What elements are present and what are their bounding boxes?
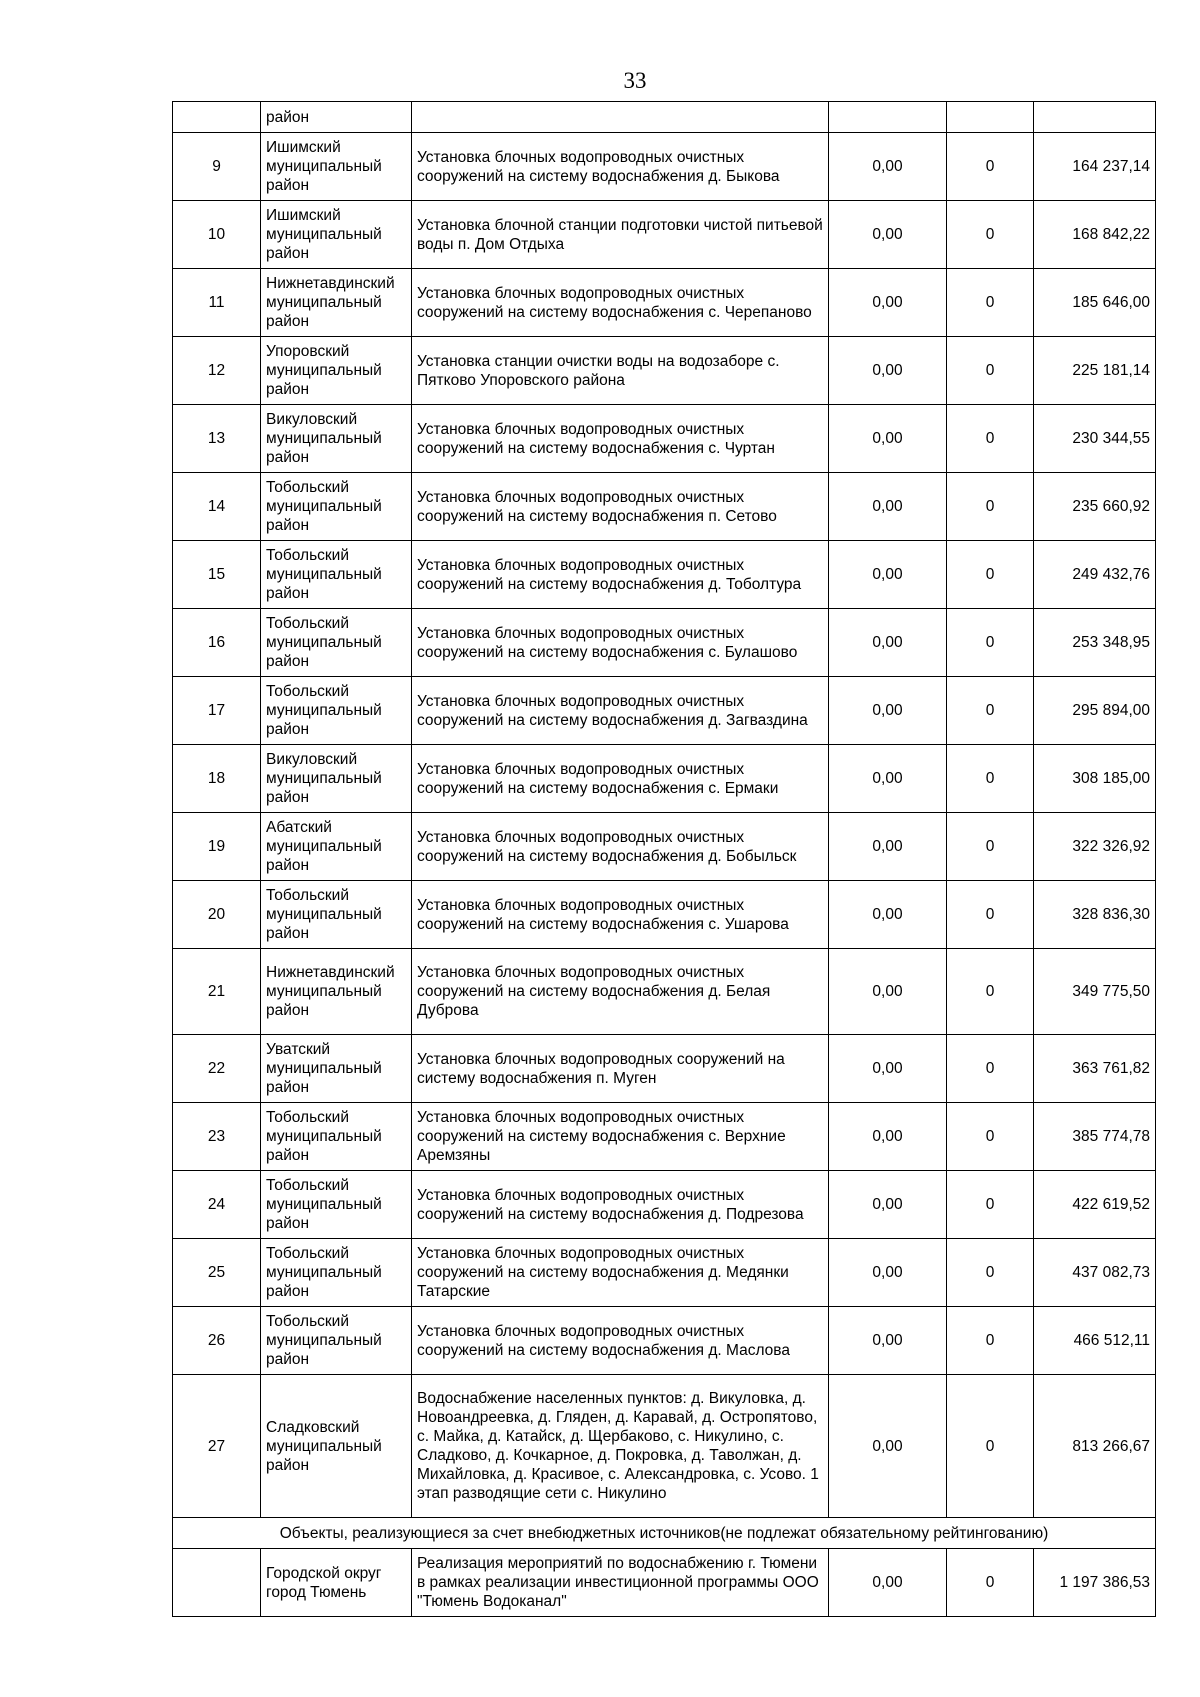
table-row [173,541,1156,609]
cell-value1: 0,00 [829,1307,947,1375]
cell-value2: 0 [947,949,1034,1035]
cell-description: Установка блочных водопроводных очистных сооружений на систему водоснабжения с. Верхние Аремзяны [412,1103,829,1171]
cell-value3: 164 237,14 [1034,133,1156,201]
cell-value1: 0,00 [829,405,947,473]
table-row [173,337,1156,405]
cell-value3: 385 774,78 [1034,1103,1156,1171]
cell-value3: 363 761,82 [1034,1035,1156,1103]
cell-value2: 0 [947,1307,1034,1375]
cell-municipality: Нижнетавдинский муниципальный район [261,269,412,337]
cell-value1: 0,00 [829,1103,947,1171]
table-row [173,745,1156,813]
cell-description: Установка блочных водопроводных очистных сооружений на систему водоснабжения с. Ушарова [412,881,829,949]
cell-municipality: Тобольский муниципальный район [261,677,412,745]
projects-table [172,101,1156,1617]
table-row [173,677,1156,745]
cell-value2: 0 [947,677,1034,745]
cell-value2: 0 [947,405,1034,473]
cell-value2: 0 [947,1171,1034,1239]
cell-num: 18 [173,745,261,813]
cell-value3: 168 842,22 [1034,201,1156,269]
cell-municipality: Городской округ город Тюмень [261,1549,412,1617]
cell-value1: 0,00 [829,201,947,269]
table-row [173,609,1156,677]
cell-num [173,102,261,133]
table-row [173,949,1156,1035]
cell-description: Установка блочных водопроводных очистных сооружений на систему водоснабжения д. Подрезова [412,1171,829,1239]
cell-num: 25 [173,1239,261,1307]
cell-num: 24 [173,1171,261,1239]
cell-num: 26 [173,1307,261,1375]
cell-num: 27 [173,1375,261,1518]
cell-value1: 0,00 [829,1035,947,1103]
cell-value2: 0 [947,133,1034,201]
cell-value2: 0 [947,1549,1034,1617]
cell-description: Установка блочной станции подготовки чистой питьевой воды п. Дом Отдыха [412,201,829,269]
cell-value2: 0 [947,269,1034,337]
cell-num [173,1549,261,1617]
cell-description: Установка блочных водопроводных очистных сооружений на систему водоснабжения с. Ермаки [412,745,829,813]
cell-value3: 422 619,52 [1034,1171,1156,1239]
cell-num: 17 [173,677,261,745]
cell-value1 [829,102,947,133]
cell-num: 15 [173,541,261,609]
cell-municipality: Ишимский муниципальный район [261,201,412,269]
cell-value3: 249 432,76 [1034,541,1156,609]
cell-description: Установка блочных водопроводных очистных сооружений на систему водоснабжения д. Тоболтура [412,541,829,609]
cell-value3: 328 836,30 [1034,881,1156,949]
cell-description: Установка блочных водопроводных очистных сооружений на систему водоснабжения д. Быкова [412,133,829,201]
cell-value2: 0 [947,201,1034,269]
cell-value1: 0,00 [829,813,947,881]
cell-value2: 0 [947,1035,1034,1103]
cell-description: Установка блочных водопроводных очистных сооружений на систему водоснабжения с. Черепаново [412,269,829,337]
cell-value1: 0,00 [829,1171,947,1239]
cell-num: 20 [173,881,261,949]
cell-value1: 0,00 [829,1549,947,1617]
cell-description: Установка станции очистки воды на водозаборе с. Пятково Упоровского района [412,337,829,405]
cell-value1: 0,00 [829,473,947,541]
cell-description: Установка блочных водопроводных очистных сооружений на систему водоснабжения д. Бобыльск [412,813,829,881]
cell-num: 16 [173,609,261,677]
cell-value2: 0 [947,881,1034,949]
cell-municipality: Абатский муниципальный район [261,813,412,881]
table-row [173,405,1156,473]
cell-num: 9 [173,133,261,201]
cell-description: Установка блочных водопроводных сооружений на систему водоснабжения п. Муген [412,1035,829,1103]
cell-value3: 813 266,67 [1034,1375,1156,1518]
cell-num: 10 [173,201,261,269]
cell-value3: 235 660,92 [1034,473,1156,541]
cell-description: Установка блочных водопроводных очистных сооружений на систему водоснабжения с. Чуртан [412,405,829,473]
cell-value2: 0 [947,541,1034,609]
cell-value3: 253 348,95 [1034,609,1156,677]
cell-num: 23 [173,1103,261,1171]
cell-municipality: Тобольский муниципальный район [261,1307,412,1375]
cell-municipality: Викуловский муниципальный район [261,405,412,473]
cell-municipality: Тобольский муниципальный район [261,541,412,609]
table-row [173,201,1156,269]
cell-municipality: Тобольский муниципальный район [261,609,412,677]
section-heading-row [173,1518,1156,1549]
cell-value1: 0,00 [829,609,947,677]
table-row [173,269,1156,337]
cell-value2 [947,102,1034,133]
cell-municipality: район [261,102,412,133]
cell-municipality: Тобольский муниципальный район [261,881,412,949]
cell-num: 21 [173,949,261,1035]
table-row [173,1171,1156,1239]
cell-num: 13 [173,405,261,473]
cell-value3: 308 185,00 [1034,745,1156,813]
table-row [173,813,1156,881]
cell-municipality: Тобольский муниципальный район [261,1103,412,1171]
cell-num: 19 [173,813,261,881]
cell-value2: 0 [947,337,1034,405]
cell-municipality: Тобольский муниципальный район [261,1239,412,1307]
cell-description: Установка блочных водопроводных очистных сооружений на систему водоснабжения с. Булашово [412,609,829,677]
cell-value2: 0 [947,745,1034,813]
cell-municipality: Викуловский муниципальный район [261,745,412,813]
page-number: 33 [623,68,647,93]
table-row [173,1239,1156,1307]
table-body [173,102,1156,1617]
cell-value2: 0 [947,473,1034,541]
cell-value3: 1 197 386,53 [1034,1549,1156,1617]
cell-value3: 466 512,11 [1034,1307,1156,1375]
cell-value1: 0,00 [829,745,947,813]
cell-description: Установка блочных водопроводных очистных сооружений на систему водоснабжения д. Белая Дуброва [412,949,829,1035]
cell-value1: 0,00 [829,1239,947,1307]
cell-value3 [1034,102,1156,133]
section-heading: Объекты, реализующиеся за счет внебюджетных источников(не подлежат обязательному рейтингованию) [173,1518,1156,1549]
table-row [173,881,1156,949]
cell-description: Реализация мероприятий по водоснабжению г. Тюмени в рамках реализации инвестиционной программы ООО "Тюмень Водоканал" [412,1549,829,1617]
cell-value1: 0,00 [829,881,947,949]
cell-num: 11 [173,269,261,337]
cell-value1: 0,00 [829,541,947,609]
cell-value2: 0 [947,609,1034,677]
cell-num: 14 [173,473,261,541]
cell-value3: 225 181,14 [1034,337,1156,405]
cell-value3: 185 646,00 [1034,269,1156,337]
table-row [173,473,1156,541]
cell-description: Установка блочных водопроводных очистных сооружений на систему водоснабжения д. Медянки Татарские [412,1239,829,1307]
cell-value3: 322 326,92 [1034,813,1156,881]
cell-value2: 0 [947,1239,1034,1307]
cell-value3: 437 082,73 [1034,1239,1156,1307]
cell-description: Установка блочных водопроводных очистных сооружений на систему водоснабжения д. Маслова [412,1307,829,1375]
cell-value1: 0,00 [829,133,947,201]
cell-description: Установка блочных водопроводных очистных сооружений на систему водоснабжения д. Загваздина [412,677,829,745]
cell-value1: 0,00 [829,1375,947,1518]
cell-municipality: Упоровский муниципальный район [261,337,412,405]
continuation-row [173,102,1156,133]
cell-municipality: Тобольский муниципальный район [261,473,412,541]
cell-value1: 0,00 [829,949,947,1035]
table-row [173,1549,1156,1617]
cell-municipality: Нижнетавдинский муниципальный район [261,949,412,1035]
cell-value3: 295 894,00 [1034,677,1156,745]
cell-value1: 0,00 [829,269,947,337]
cell-value2: 0 [947,1375,1034,1518]
table-row [173,1375,1156,1518]
cell-municipality: Ишимский муниципальный район [261,133,412,201]
table-row [173,1103,1156,1171]
table-row [173,1307,1156,1375]
cell-description [412,102,829,133]
cell-value3: 349 775,50 [1034,949,1156,1035]
cell-description: Установка блочных водопроводных очистных сооружений на систему водоснабжения п. Сетово [412,473,829,541]
cell-value2: 0 [947,1103,1034,1171]
cell-value3: 230 344,55 [1034,405,1156,473]
cell-num: 22 [173,1035,261,1103]
cell-municipality: Тобольский муниципальный район [261,1171,412,1239]
cell-num: 12 [173,337,261,405]
cell-value1: 0,00 [829,677,947,745]
cell-municipality: Сладковский муниципальный район [261,1375,412,1518]
table-row [173,1035,1156,1103]
cell-value2: 0 [947,813,1034,881]
cell-value1: 0,00 [829,337,947,405]
table-row [173,133,1156,201]
cell-description: Водоснабжение населенных пунктов: д. Викуловка, д. Новоандреевка, д. Гляден, д. Каравай, д. Остропятово, с. Майка, д. Катайск, д. Щербаково, с. Никулино, с. Сладково, д. Кочкарное, д. Покровка, д. Таволжан, д. Михайловка, д. Красивое, с. Александровка, с. Усово. 1 этап разводящие сети с. Никулино [412,1375,829,1518]
cell-municipality: Уватский муниципальный район [261,1035,412,1103]
